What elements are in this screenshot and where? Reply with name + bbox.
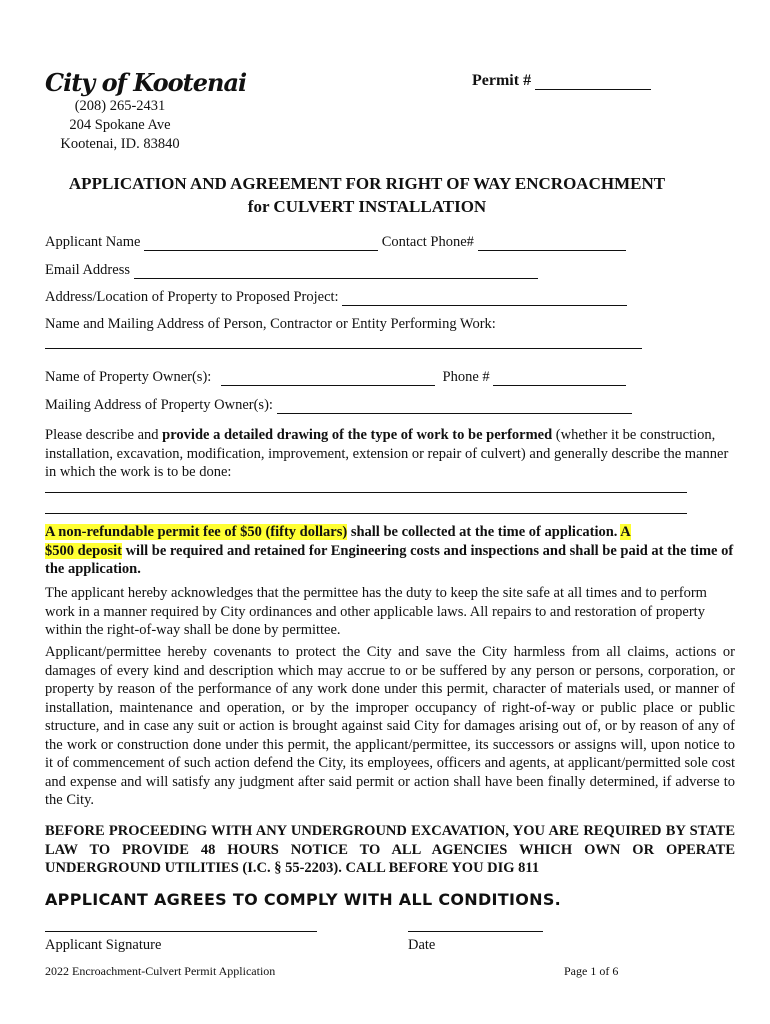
describe-pre: Please describe and (45, 427, 163, 443)
title-line-2: for CULVERT INSTALLATION (247, 197, 487, 216)
acknowledgement-paragraph: The applicant hereby acknowledges that the permittee has the duty to keep the site safe at all times and to perform work in a manner required by City ordinances and other applicable laws. All repairs to and restoration of property within the right-of-way shall be done by permittee. (45, 585, 707, 638)
address-line[interactable] (342, 291, 627, 306)
deposit-rest: will be required and retained for Engineering costs and inspections and shall be paid at the time of the application. (45, 542, 734, 577)
title-line-1: APPLICATION AND AGREEMENT FOR RIGHT OF WAY ENCROACHMENT (68, 174, 666, 193)
date-line[interactable] (408, 931, 543, 932)
address-label: Address/Location of Property to Proposed Project: (45, 289, 339, 305)
owner-phone-line[interactable] (493, 371, 626, 386)
city-state-zip: Kootenai, ID. 83840 (60, 136, 180, 152)
dig-warning: BEFORE PROCEEDING WITH ANY UNDERGROUND EXCAVATION, YOU ARE REQUIRED BY STATE LAW TO PROVIDE 48 HOURS NOTICE TO ALL AGENCIES WHICH OWN OR OPERATE UNDERGROUND UTILITIES (I.C. § 55-2203). CALL BEFORE YOU DIG 811 (45, 823, 735, 876)
footer-page-number: Page 1 of 6 (564, 964, 619, 978)
footer-doc-name: 2022 Encroachment-Culvert Permit Application (45, 964, 276, 978)
owner-row (45, 369, 626, 386)
owner-mailing-line[interactable] (277, 399, 632, 414)
date-label: Date (408, 937, 436, 953)
agree-statement: APPLICANT AGREES TO COMPLY WITH ALL CONDITIONS. (45, 890, 562, 909)
describe-post: (whether it be construction, installation, excavation, modification, improvement, extension or repair of culvert) and generally describe the manner in which the work is to be done: (45, 427, 729, 480)
describe-bold: provide a detailed drawing of the type of work to be performed (162, 427, 553, 443)
signature-label: Applicant Signature (45, 937, 162, 953)
contact-phone-label: Contact Phone# (381, 234, 474, 250)
city-street: 204 Spokane Ave (69, 117, 171, 133)
email-line[interactable] (134, 264, 538, 279)
fee-notice (45, 523, 735, 579)
owner-name-label: Name of Property Owner(s): (45, 369, 212, 385)
fee-mid: shall be collected at the time of application. (347, 524, 621, 540)
describe-instructions (45, 426, 735, 482)
address-row (45, 289, 627, 306)
describe-line-2[interactable] (45, 513, 687, 514)
city-address (45, 97, 195, 154)
applicant-row (45, 234, 626, 251)
applicant-name-label: Applicant Name (45, 234, 141, 250)
describe-line-1[interactable] (45, 492, 687, 493)
contact-phone-line[interactable] (478, 236, 626, 251)
deposit-highlight-a: A (620, 524, 631, 540)
owner-phone-label: Phone # (442, 369, 490, 385)
permit-number-line[interactable] (535, 75, 651, 90)
document-title (0, 172, 734, 218)
signature-line[interactable] (45, 931, 317, 932)
fee-highlight: A non-refundable permit fee of $50 (fifty dollars) (45, 524, 348, 540)
email-label: Email Address (45, 262, 130, 278)
deposit-highlight: $500 deposit (45, 542, 122, 559)
email-row (45, 262, 538, 279)
permit-label: Permit # (472, 72, 532, 89)
permit-number-field (472, 72, 651, 90)
applicant-name-line[interactable] (144, 236, 378, 251)
owner-mailing-label: Mailing Address of Property Owner(s): (45, 397, 273, 413)
indemnity-paragraph: Applicant/permittee hereby covenants to protect the City and save the City harmless from all claims, actions or damages of every kind and description which may accrue to or be suffered by any person or persons, corporation, or property by reason of the performance of any work done under this permit, character of materials used, or manner of installation, maintenance and operation, or by the improper occupancy of right-of-way or public place or public structure, and in case any suit or action is brought against said City for damages arising out of, or by reason of any of the work or construction done under this permit, the applicant/permittee, its successors or assigns will, upon notice to it of commencement of such action defend the City, its employees, officers and agents, at applicant/permitted sole cost and expense and will satisfy any judgment after said permit or action shall have been finally determined, if adverse to the City. (45, 644, 735, 808)
owner-name-line[interactable] (221, 371, 435, 386)
owner-mailing-row (45, 397, 632, 414)
city-name: City of Kootenai (45, 68, 247, 97)
performer-label: Name and Mailing Address of Person, Contractor or Entity Performing Work: (45, 316, 496, 332)
city-phone: (208) 265-2431 (74, 98, 166, 114)
performer-line[interactable] (45, 348, 642, 349)
